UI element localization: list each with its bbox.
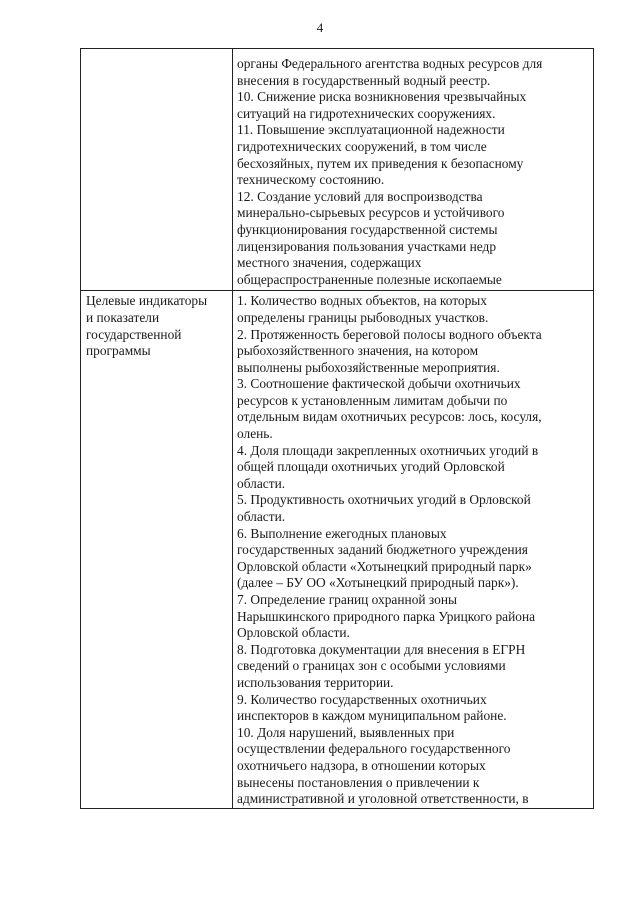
text-line: 5. Продуктивность охотничьих угодий в Орловской <box>237 492 531 508</box>
text-line: местного значения, содержащих <box>237 255 422 271</box>
text-line: инспекторов в каждом муниципальном районе. <box>237 708 507 724</box>
text-line: внесения в государственный водный реестр. <box>237 72 491 88</box>
text-line: 11. Повышение эксплуатационной надежности <box>237 122 505 138</box>
text-line: 10. Доля нарушений, выявленных при <box>237 724 455 740</box>
text-line: сведений о границах зон с особыми условиями <box>237 658 506 674</box>
text-line: государственной <box>86 326 182 342</box>
text-line: бесхозяйных, путем их приведения к безопасному <box>237 155 524 171</box>
text-line: Целевые индикаторы <box>86 293 208 309</box>
text-line: гидротехнических сооружений, в том числе <box>237 138 487 154</box>
page-number: 4 <box>316 20 324 35</box>
text-line: общей площади охотничьих угодий Орловской <box>237 459 505 475</box>
text-line: техническому состоянию. <box>237 172 385 188</box>
text-line: лицензирования пользования участками недр <box>237 238 497 254</box>
text-line: осуществлении федерального государственного <box>237 741 511 757</box>
text-line: общераспространенные полезные ископаемые <box>237 271 502 287</box>
text-line: Нарышкинского природного парка Урицкого района <box>237 608 536 624</box>
text-line: области. <box>237 475 286 491</box>
text-line: государственных заданий бюджетного учреждения <box>237 542 528 558</box>
text-line: олень. <box>237 426 273 442</box>
text-line: определены границы рыбоводных участков. <box>237 309 489 325</box>
text-line: ресурсов к установленным лимитам добычи по <box>237 392 508 408</box>
text-line: 8. Подготовка документации для внесения в ЕГРН <box>237 641 526 657</box>
text-line: отдельным видам охотничьих ресурсов: лось, косуля, <box>237 409 542 425</box>
text-line: Орловской области. <box>237 625 350 641</box>
table-row <box>81 291 594 808</box>
text-line: вынесены постановления о привлечении к <box>237 774 480 790</box>
text-line: (далее – БУ ОО «Хотынецкий природный парк»). <box>237 575 519 591</box>
text-line: 12. Создание условий для воспроизводства <box>237 188 483 204</box>
text-line: охотничьего надзора, в отношении которых <box>237 757 486 773</box>
row-label-cell <box>81 49 233 291</box>
text-line: программы <box>86 343 151 359</box>
text-line: использования территории. <box>237 674 394 690</box>
text-line: Орловской области «Хотынецкий природный парк» <box>237 558 532 574</box>
text-line: рыбохозяйственного значения, на котором <box>237 343 479 359</box>
program-passport-table <box>80 48 594 809</box>
target-indicators-list <box>233 291 594 808</box>
text-line: минерально-сырьевых ресурсов и устойчивого <box>237 205 505 221</box>
text-line: 6. Выполнение ежегодных плановых <box>237 525 447 541</box>
text-line: 1. Количество водных объектов, на которых <box>237 293 487 309</box>
text-line: административной и уголовной ответственности, в <box>237 791 529 807</box>
text-line: 2. Протяженность береговой полосы водного объекта <box>237 326 542 342</box>
text-line: ситуаций на гидротехнических сооружениях. <box>237 105 496 121</box>
text-line: и показатели <box>86 309 160 325</box>
text-line: выполнены рыбохозяйственные мероприятия. <box>237 359 500 375</box>
text-line: 10. Снижение риска возникновения чрезвычайных <box>237 89 527 105</box>
text-line: органы Федерального агентства водных ресурсов для <box>237 56 543 71</box>
row-content-cell <box>233 49 594 291</box>
target-indicators-label <box>81 291 233 808</box>
text-line: функционирования государственной системы <box>237 221 498 237</box>
text-line: 7. Определение границ охранной зоны <box>237 592 457 607</box>
text-line: 3. Соотношение фактической добычи охотничьих <box>237 376 521 392</box>
table-row <box>81 49 594 291</box>
text-line: области. <box>237 509 286 525</box>
text-line: 4. Доля площади закрепленных охотничьих угодий в <box>237 442 539 458</box>
text-line: 9. Количество государственных охотничьих <box>237 691 487 707</box>
